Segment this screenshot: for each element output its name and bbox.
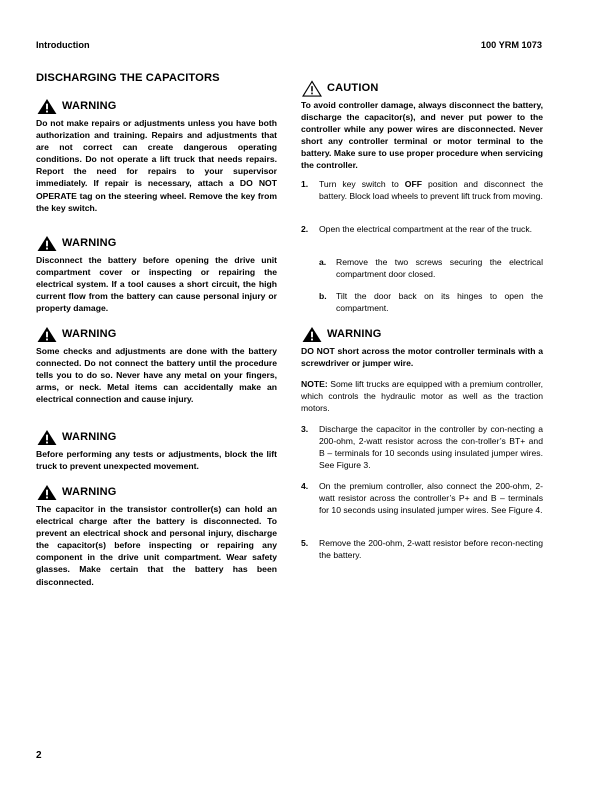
step-number: 5. (301, 538, 309, 548)
substep-b (319, 290, 543, 314)
warning-triangle-icon (36, 235, 58, 252)
warning-triangle-icon (301, 326, 323, 343)
step-4 (301, 480, 543, 516)
warning-triangle-icon (36, 326, 58, 343)
substep-text: Remove the two screws securing the electrical compartment door closed. (336, 257, 543, 279)
step-text: Remove the 200-ohm, 2-watt resistor before recon-necting the battery. (319, 538, 543, 560)
step-number: 1. (301, 179, 309, 189)
warning-box-block-truck (36, 428, 277, 472)
warning-text: Some checks and adjustments are done with the battery connected. Do not connect the battery until the procedure tells you to do so. Never have any metal on your fingers, arms, or neck. Metal items can accidentally make an electrical connection and cause injury. (36, 346, 277, 405)
warning-label: WARNING (62, 486, 117, 498)
warning-triangle-icon (36, 429, 58, 446)
caution-triangle-icon (301, 80, 323, 97)
page-number: 2 (36, 750, 42, 761)
step-text: Discharge the capacitor in the controller by con-necting a 200-ohm, 2-watt resistor across the con-troller’s BT+ and B – terminals for 10 seconds using insulated jumper wires. See Figure 3. (319, 424, 543, 470)
warning-text: Before performing any tests or adjustments, block the lift truck to prevent unexpected movement. (36, 449, 277, 472)
warning-box-battery-connected (36, 325, 277, 405)
warning-box-capacitor-charge (36, 483, 277, 588)
section-title: DISCHARGING THE CAPACITORS (36, 72, 220, 84)
warning-label: WARNING (62, 237, 117, 249)
warning-text: Do not make repairs or adjustments unless you have both authorization and training. Repairs and adjustments that are not correct can create dangerous operating conditions. Do not operate a lift truck that needs repairs. Report the need for repairs to your supervisor immediately. If repair is necessary, attach a DO NOT OPERATE tag on the steering wheel. Remove the key from the key switch. (36, 118, 277, 213)
warning-triangle-icon (36, 98, 58, 115)
warning-box-short-terminals (301, 325, 543, 369)
step-3 (301, 423, 543, 471)
step-number: 3. (301, 424, 309, 434)
step-text: Open the electrical compartment at the rear of the truck. (319, 224, 533, 234)
step-number: 2. (301, 224, 309, 234)
warning-text: Disconnect the battery before opening the drive unit compartment cover or inspecting or repairing the electrical system. If a tool causes a short circuit, the high current flow from the battery can cause personal injury or property damage. (36, 255, 277, 314)
warning-label: WARNING (327, 328, 382, 340)
step-1 (301, 178, 543, 202)
step-emphasis: OFF (404, 179, 422, 189)
substep-text: Tilt the door back on its hinges to open the compartment. (336, 291, 543, 313)
warning-box-disconnect-battery (36, 234, 277, 314)
substep-letter: b. (319, 291, 327, 301)
substep-a (319, 256, 543, 280)
note-premium-controller (301, 378, 543, 414)
warning-label: WARNING (62, 431, 117, 443)
warning-label: WARNING (62, 100, 117, 112)
step-text: Turn key switch to OFF position and disconnect the battery. Block load wheels to prevent lift truck from moving. (319, 179, 543, 201)
caution-label: CAUTION (327, 82, 379, 94)
substep-letter: a. (319, 257, 327, 267)
warning-text: DO NOT short across the motor controller terminals with a screwdriver or jumper wire. (301, 346, 543, 369)
note-label: NOTE: (301, 379, 328, 389)
step-text: On the premium controller, also connect the 200-ohm, 2-watt resistor across the controller’s P+ and B – terminals for 10 seconds using insulated jumper wires. See Figure 4. (319, 481, 543, 515)
note-text: Some lift trucks are equipped with a premium controller, which controls the hydraulic motor as well as the traction motors. (301, 379, 543, 413)
warning-label: WARNING (62, 328, 117, 340)
caution-text: To avoid controller damage, always disconnect the battery, discharge the capacitor(s), and never put power to the controller while any power wires are disconnected. Never short any controller terminal or motor terminal to the battery. Make sure to use proper procedure when servicing the controller. (301, 100, 543, 171)
caution-box (301, 79, 543, 172)
warning-text: The capacitor in the transistor controller(s) can hold an electrical charge after the battery is disconnected. To prevent an electrical shock and personal injury, discharge the capacitor(s) before inspecting or repairing any component in the drive unit compartment. Wear safety glasses. Make certain that the battery has been disconnected. (36, 504, 277, 587)
step-5 (301, 537, 543, 561)
header-doc-id: 100 YRM 1073 (480, 40, 542, 50)
step-2 (301, 223, 543, 235)
warning-triangle-icon (36, 484, 58, 501)
step-number: 4. (301, 481, 309, 491)
warning-box-authorization (36, 97, 277, 214)
header-section-name: Introduction (36, 40, 90, 50)
